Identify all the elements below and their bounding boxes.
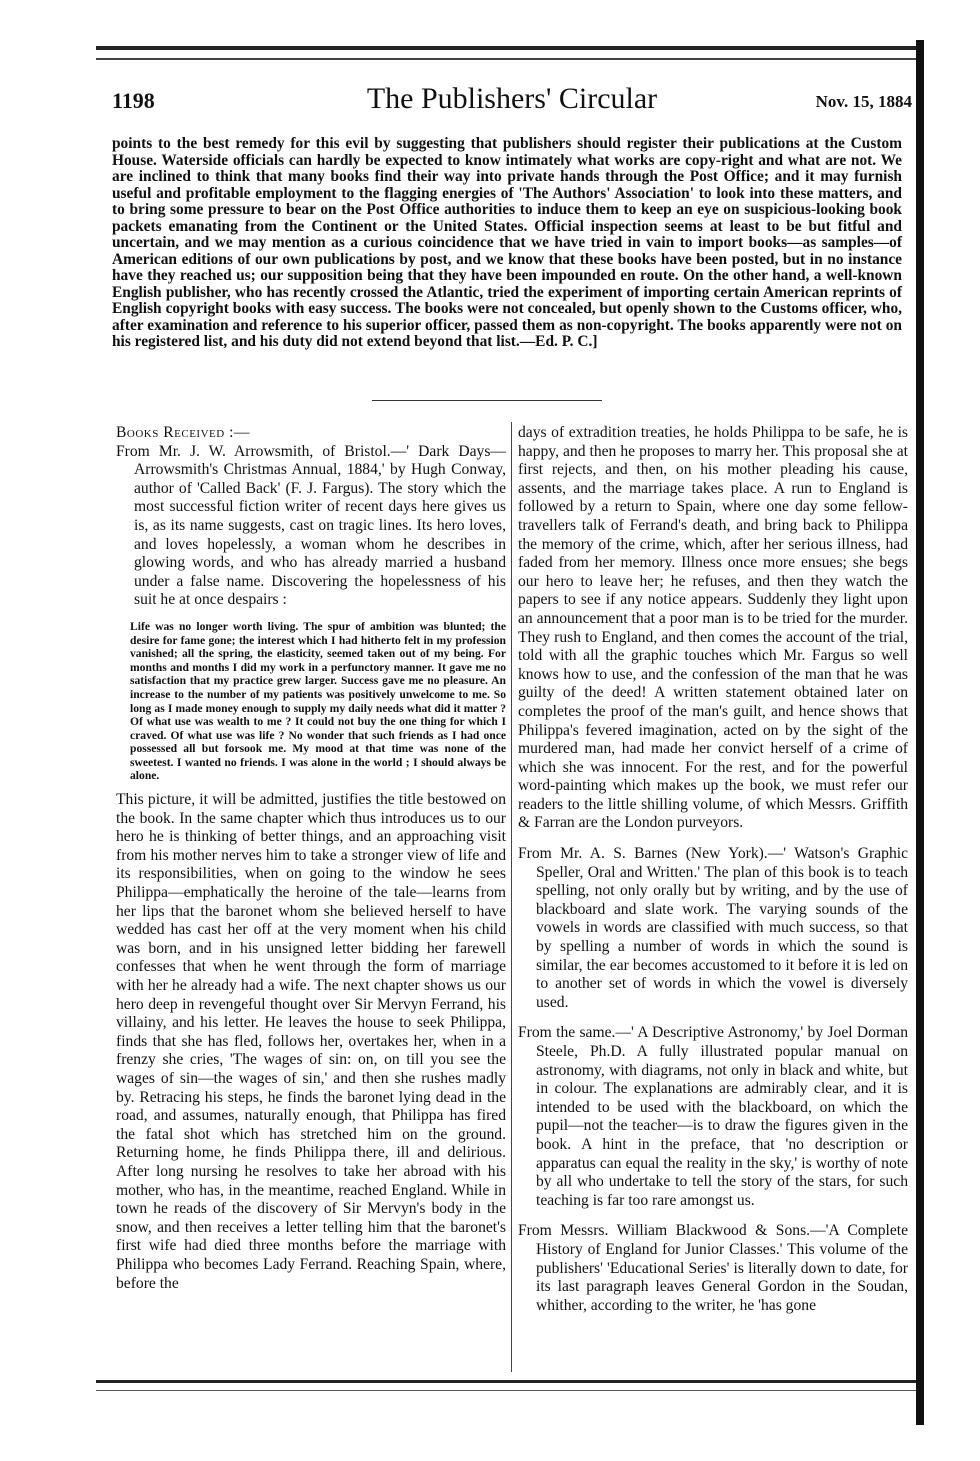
section-heading-books-received: Books Received :— <box>116 424 251 441</box>
review-entry-barnes: From Mr. A. S. Barnes (New York).—' Watson's Graphic Speller, Oral and Written.' The plan of this book is to teach spelling, not only orally but by writing, and by the use of blackboard and slate work. The varying sounds of the vowels in words are classified with much success, so that by spelling a number of words in which the sound is similar, the ear becomes accustomed to it before it is led on to another set of words in which the vowel is diversely used. <box>518 845 908 1011</box>
review-continuation: days of extradition treaties, he holds Philippa to be safe, he is happy, and then he proposes to marry her. This proposal she at first rejects, and then, on his mother pleading his cause, assents, and the marriage takes place. A run to England is followed by a return to Spain, where one day some fellow-travellers talk of Ferrand's death, and bring back to Philippa the memory of the crime, which, after her serious illness, had faded from her memory. Illness once more ensues; she begs our hero to leave her; he refuses, and then they watch the papers to see if any notice appears. Suddenly they light upon an announcement that a poor man is to be tried for the murder. They rush to England, and then comes the account of the trial, told with all the graphic touches which Mr. Fargus so well knows how to use, and the confession of the man that he was guilty of the deed! A written statement obtained later on completes the proof of the man's guilt, and hence shows that Philippa's fevered imagination, acted on by the sight of the murdered man, had made her convict herself of a crime of which she was innocent. For the rest, and for the powerful word-painting which makes up the book, we must refer our readers to the little shilling volume, of which Messrs. Griffith & Farran are the London purveyors. <box>518 424 908 832</box>
section-divider <box>372 400 602 401</box>
right-column <box>518 424 908 1315</box>
issue-date: Nov. 15, 1884 <box>815 92 912 111</box>
page-number: 1198 <box>112 88 155 113</box>
review-entry-arrowsmith: From Mr. J. W. Arrowsmith, of Bristol.—' Dark Days—Arrowsmith's Christmas Annual, 1884,' by Hugh Conway, author of 'Called Back' (F. J. Fargus). The story which the most successful fiction writer of recent days here gives us is, as its name suggests, cast on tragic lines. Its hero loves, and loves hopelessly, a woman whom he describes in glowing words, and who has already married a husband under a false name. Discovering the hopelessness of his suit he at once despairs : <box>116 442 506 609</box>
editorial-note: points to the best remedy for this evil by suggesting that publishers should register their publications at the Custom House. Waterside officials can hardly be expected to know intimately what works are copy-right and what are not. We are inclined to think that many books find their way into private hands through the Post Office; and it may furnish useful and profitable employment to the flagging energies of 'The Authors' Association' to look into these matters, and to bring some pressure to bear on the Post Office authorities to induce them to keep an eye on suspicious-looking book packets emanating from the Continent or the United States. Official inspection seems at least to be but fitful and uncertain, and we may mention as a curious coincidence that we have tried in vain to import books—as samples—of American editions of our own publications by post, and we know that these books have been posted, but in no instance have they reached us; our supposition being that they have been impounded en route. On the other hand, a well-known English publisher, who has recently crossed the Atlantic, tried the experiment of importing certain American reprints of English copyright books with easy success. The books were not concealed, but openly shown to the Customs officer, who, after examination and reference to his superior officer, passed them as non-copyright. The books apparently were not on his registered list, and his duty did not extend beyond that list.—Ed. P. C.] <box>112 135 902 350</box>
review-entry-astronomy: From the same.—' A Descriptive Astronomy,' by Joel Dorman Steele, Ph.D. A fully illustrated popular manual on astronomy, with diagrams, not only in black and white, but in colour. The explanations are admirably clear, and it is intended to be used with the blackboard, on which the pupil—not the teacher—is to draw the figures given in the book. A hint in the preface, that 'no description or apparatus can equal the reality in the sky,' is worthy of note by all who undertake to tell the story of the stars, for such teaching is far too rare amongst us. <box>518 1024 908 1209</box>
publication-title: The Publishers' Circular <box>366 82 658 115</box>
top-border-rule-thin <box>96 58 916 60</box>
bottom-border-rule-thin <box>96 1390 916 1391</box>
review-paragraph: This picture, it will be admitted, justifies the title bestowed on the book. In the same chapter which thus introduces us to our hero he is thinking of better things, and an approaching visit from his mother nerves him to take a stronger view of life and its responsibilities, when on going to the window he sees Philippa—emphatically the heroine of the tale—learns from her lips that the baronet whom she believed herself to have wedded has cast her off at the very moment when his child was born, and in his unsigned letter bidding her farewell confesses that when he went through the form of marriage with her he already had a wife. The next chapter shows us our hero deep in revengeful thought over Sir Mervyn Ferrand, his villainy, and his letter. He leaves the house to seek Philippa, finds that she has fled, follows her, overtakes her, when in a frenzy she cries, 'The wages of sin: on, on till you see the wages of sin—the wages of sin,' and then she rushes madly by. Retracing his steps, he finds the baronet lying dead in the road, and assumes, naturally enough, that Philippa has fired the fatal shot which has stretched him on the ground. Returning home, he finds Philippa there, ill and delirious. After long nursing he resolves to take her abroad with his mother, who has, in the meantime, reached England. While in town he reads of the discovery of Sir Mervyn's body in the snow, and then receives a letter telling him that the baronet's first wife had died three months before the marriage with Philippa who becomes Lady Ferrand. Reaching Spain, where, before the <box>116 791 506 1292</box>
top-border-rule <box>96 46 916 50</box>
bottom-border-rule <box>96 1380 916 1383</box>
left-column <box>116 424 506 1293</box>
column-separator <box>511 422 512 1372</box>
block-quote: Life was no longer worth living. The spur of ambition was blunted; the desire for fame gone; the interest which I had hitherto felt in my profession vanished; all the spring, the elasticity, seemed taken out of my being. For months and months I did my work in a perfunctory manner. It gave me no satisfaction that my practice grew larger. Success gave me no pleasure. An increase to the number of my patients was positively unwelcome to me. So long as I made money enough to supply my daily needs what did it matter ? Of what use was wealth to me ? It could not buy the one thing for which I craved. Of what use was life ? No wonder that such friends as I had once possessed all but forsook me. My mood at that time was none of the sweetest. I wanted no friends. I was alone in the world ; I should always be alone. <box>130 619 506 783</box>
review-entry-blackwood: From Messrs. William Blackwood & Sons.—'A Complete History of England for Junior Classes.' This volume of the publishers' 'Educational Series' is literally down to date, for its last paragraph leaves General Gordon in the Soudan, whither, according to the writer, he 'has gone <box>518 1222 908 1314</box>
page-binding-edge <box>916 40 924 1425</box>
running-header <box>112 82 912 116</box>
